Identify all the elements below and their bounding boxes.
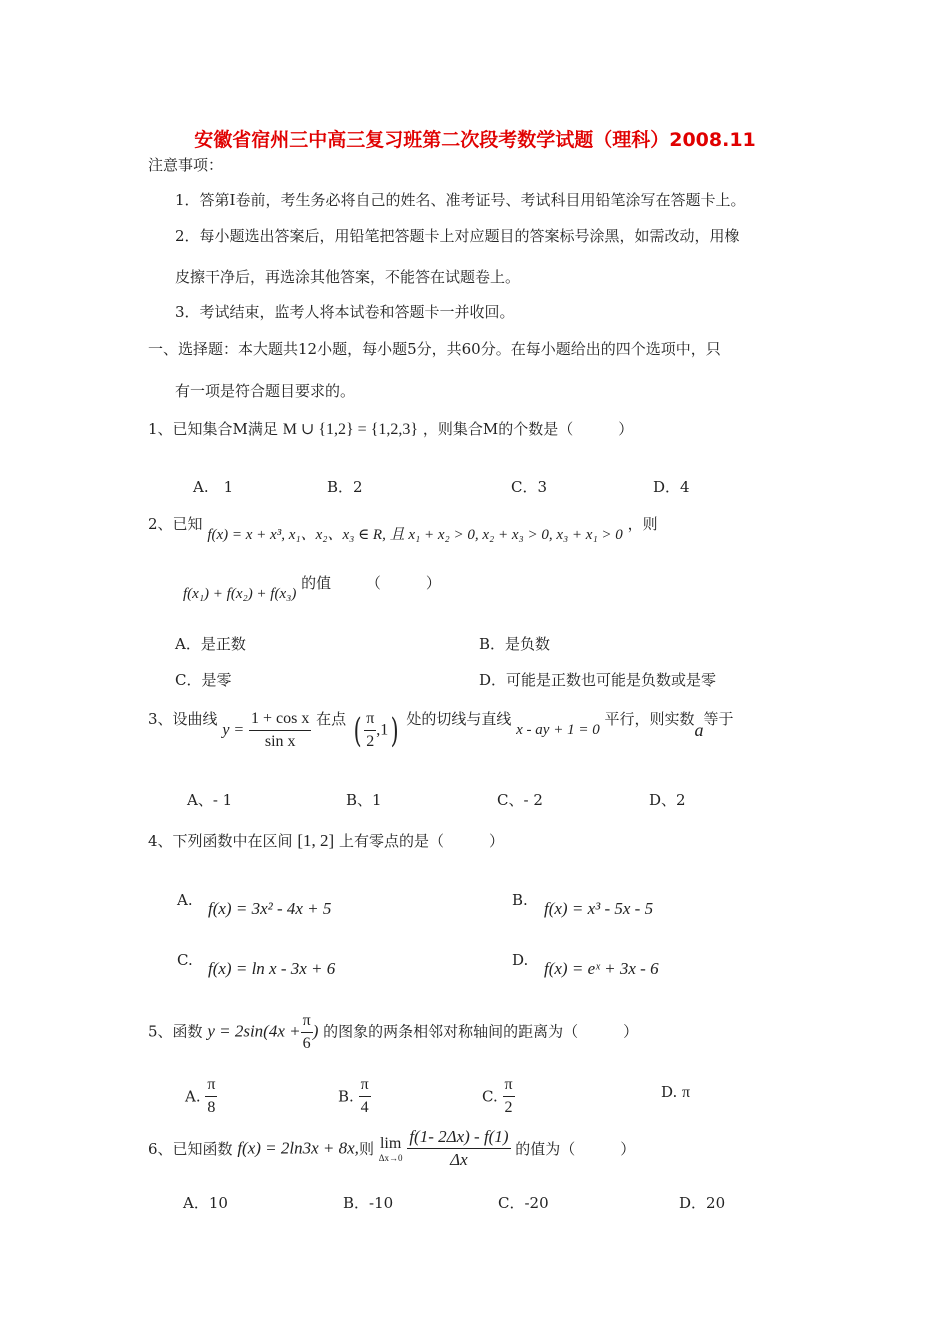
q3-fraction	[249, 708, 311, 753]
q6-den: Δx	[450, 1150, 468, 1169]
q3-var: a	[694, 720, 704, 740]
q4-prefix: 4、下列函数中在区间	[148, 832, 293, 850]
notes-header: 注意事项：	[148, 156, 224, 174]
q3-numerator: 1 + cos x	[249, 708, 311, 731]
q3-point-num: π	[364, 708, 376, 731]
q4-option-a[interactable]: f(x) = 3x² - 4x + 5	[208, 899, 332, 918]
q3-option-d[interactable]: D、2	[649, 791, 686, 809]
q3-prefix: 3、设曲线	[148, 710, 218, 728]
q6-option-c[interactable]: C．-20	[498, 1194, 549, 1212]
q5-option-b-den: 4	[359, 1096, 371, 1119]
q4-option-b[interactable]: f(x) = x³ - 5x - 5	[544, 899, 654, 918]
q5-option-b[interactable]	[338, 1074, 371, 1119]
q3-mid: 在点	[316, 710, 347, 728]
page-title: 安徽省宿州三中高三复习班第二次段考数学试题（理科）2008.11	[194, 129, 756, 151]
q5-option-c-fraction	[503, 1074, 515, 1119]
q1-option-c[interactable]: C．3	[511, 478, 548, 496]
q6-option-a[interactable]: A．10	[183, 1194, 228, 1212]
q5-option-a[interactable]	[185, 1074, 217, 1119]
q4-option-d-label[interactable]: D.	[512, 951, 529, 969]
note-2b: 皮擦干净后，再选涂其他答案，不能答在试题卷上。	[175, 268, 521, 286]
q4-option-a-label[interactable]: A.	[177, 891, 193, 909]
q5-math-b: )	[312, 1021, 319, 1041]
q5-prefix: 5、函数	[148, 1022, 203, 1041]
q6-option-b[interactable]: B．-10	[343, 1194, 394, 1212]
q2-option-c[interactable]: C．是零	[175, 671, 232, 689]
q3-mid2: 处的切线与直线	[406, 710, 512, 728]
q5-option-d[interactable]	[661, 1083, 690, 1102]
q2-prefix: 2、已知	[148, 515, 203, 533]
q5-option-a-den: 8	[205, 1096, 217, 1119]
note-1: 1．答第Ⅰ卷前，考生务必将自己的姓名、准考证号、考试科目用铅笔涂写在答题卡上。	[175, 191, 746, 209]
q6-prefix: 6、已知函数	[148, 1140, 233, 1158]
q4-option-c-label[interactable]: C.	[177, 951, 193, 969]
q3-lhs: y =	[222, 721, 245, 739]
q3-line: x - ay + 1 = 0	[516, 722, 600, 738]
q5-option-c[interactable]	[482, 1074, 515, 1119]
q3-suffix2: 等于	[703, 710, 734, 728]
q5-den: 6	[302, 1035, 311, 1052]
q5-option-d-text: π	[682, 1084, 691, 1101]
q4-option-c[interactable]: f(x) = ln x - 3x + 6	[208, 959, 336, 978]
q5-option-a-fraction	[205, 1074, 217, 1119]
q3-denominator: sin x	[264, 733, 296, 750]
q5-num: π	[301, 1010, 313, 1033]
q5-suffix: 的图象的两条相邻对称轴间的距离为（ ）	[323, 1022, 639, 1041]
q1-suffix: ，则集合M的个数是（ ）	[422, 420, 634, 438]
q1-option-a[interactable]: A. 1	[193, 478, 234, 496]
q6-fraction	[407, 1126, 510, 1171]
q6-lim: lim	[379, 1134, 402, 1152]
q3-option-c[interactable]: C、- 2	[497, 791, 543, 809]
q6-suffix: 的值为（ ）	[515, 1140, 636, 1158]
q5-option-b-label: B.	[338, 1087, 354, 1106]
question-3: 3、设曲线 y = $\frac{\text{1 + cos x}}{\text{sin x}}$ 在点 ( $\frac{\pi}{2}$ ,1) 处的切线与直线 x - ay + 1 = 0 平行，则实数a等于	[148, 708, 734, 753]
q4-option-d[interactable]: f(x) = eˣ + 3x - 6	[544, 959, 659, 978]
q3-point-den: 2	[366, 733, 375, 750]
question-2	[148, 513, 658, 543]
q1-option-b[interactable]: B．2	[327, 478, 363, 496]
q1-prefix: 1、已知集合M满足	[148, 420, 278, 438]
q5-option-c-num: π	[504, 1076, 513, 1093]
section-line-1: 一、选择题：本大题共12小题，每小题5分，共60分。在每小题给出的四个选项中，只	[148, 340, 721, 358]
q5-fraction	[301, 1010, 313, 1055]
q5-option-b-fraction	[359, 1074, 371, 1119]
q2-option-d[interactable]: D．可能是正数也可能是负数或是零	[479, 671, 717, 689]
q1-option-d[interactable]: D．4	[653, 478, 690, 496]
q2-option-a[interactable]: A．是正数	[175, 635, 246, 653]
note-2a: 2．每小题选出答案后，用铅笔把答题卡上对应题目的答案标号涂黑，如需改动，用橡	[175, 227, 740, 245]
q2-suffix: ，则	[627, 515, 658, 533]
q4-suffix: 上有零点的是（ ）	[338, 832, 504, 850]
q3-point-fraction	[364, 708, 376, 753]
question-1	[148, 418, 633, 439]
q1-math: M ∪ {1,2} = {1,2,3}	[282, 421, 419, 438]
q5-option-a-label: A.	[185, 1087, 201, 1106]
question-6	[148, 1126, 635, 1171]
q6-then: 则	[358, 1140, 374, 1158]
q2-option-b[interactable]: B．是负数	[479, 635, 551, 653]
q2-math: f(x) = x + x³, x₁、x₂、x₃ ∈ R, 且 x₁ + x₂ > 0, x₂ + x₃ > 0, x₃ + x₁ > 0	[207, 527, 623, 543]
q6-limit	[379, 1135, 403, 1163]
q5-math-a: y = 2sin(4x +	[207, 1021, 301, 1041]
question-5	[148, 1010, 638, 1055]
note-3: 3．考试结束，监考人将本试卷和答题卡一并收回。	[175, 303, 515, 321]
q5-option-c-label: C.	[482, 1087, 498, 1106]
q3-option-a[interactable]: A、- 1	[187, 791, 233, 809]
q5-option-b-num: π	[360, 1076, 369, 1093]
q5-option-a-num: π	[207, 1076, 216, 1093]
q6-lim-sub: Δx→0	[378, 1152, 403, 1163]
q3-option-b[interactable]: B、1	[346, 791, 382, 809]
q2-math2: f(x₁) + f(x₂) + f(x₃)	[183, 586, 297, 602]
q4-interval: [1, 2]	[297, 831, 335, 850]
q6-num: f(1- 2Δx) - f(1)	[407, 1126, 510, 1149]
q6-option-d[interactable]: D．20	[679, 1194, 726, 1212]
q2-blank: （ ）	[365, 574, 441, 592]
q5-option-d-label: D.	[661, 1083, 678, 1101]
q3-point-rest: ,1	[376, 721, 389, 739]
q6-math: f(x) = 2ln3x + 8x,	[237, 1138, 359, 1158]
question-2-cont	[183, 572, 441, 602]
q5-option-c-den: 2	[503, 1096, 515, 1119]
q4-option-b-label[interactable]: B.	[512, 891, 528, 909]
q3-suffix: 平行，则实数	[604, 710, 695, 728]
question-4	[148, 830, 504, 851]
section-line-2: 有一项是符合题目要求的。	[175, 382, 356, 400]
q2-suffix2: 的值	[301, 574, 332, 592]
